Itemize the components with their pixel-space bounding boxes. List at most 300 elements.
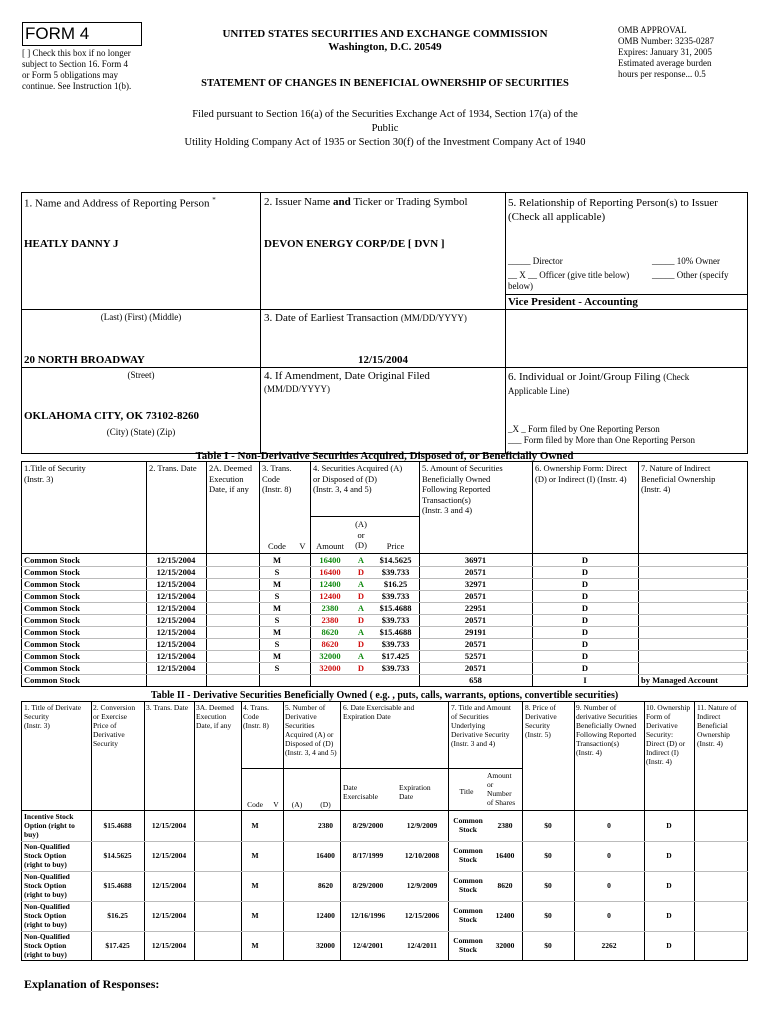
t1-amount-cell: 12400 [319,579,341,589]
t2-exer-line: Date [343,783,358,792]
t2-h7-line: Underlying [451,721,486,730]
city-state-zip: OKLAHOMA CITY, OK 73102-8260 [24,410,199,422]
t2-h9-line: 9. Number of [576,703,617,712]
t2-h10-line: Security: [646,730,674,739]
t1-aord-line: or [357,529,365,540]
row-line [21,590,748,591]
t1-date-cell: 12/15/2004 [156,663,196,673]
t2-code-cell: M [251,821,259,830]
t1-nature-cell: by Managed Account [641,675,718,685]
t2-form-cell: D [666,941,672,950]
t1-owned-cell: 29191 [464,627,487,637]
t2-owned-cell: 0 [607,881,611,890]
t1-title-cell: Common Stock [24,639,80,649]
t1-h4-line: or Disposed of (D) [313,473,377,484]
t2-amount-line: Amount [487,771,512,780]
t1-h6-line: 6. Ownership Form: Direct [535,463,628,473]
box2-label [264,196,468,208]
t2-h1-line: Security [24,712,49,721]
multiple-reporting-persons-option[interactable]: ___ Form filed by More than One Reporting Person [508,435,695,445]
t1-sub-v: V [299,541,306,551]
omb-line: Estimated average burden [618,58,712,68]
t1-ad-cell: A [357,627,365,637]
t2-exer-line: Exercisable [343,792,378,801]
t2-exercisable-cell: 8/17/1999 [352,851,384,860]
t2-h2-line: or Exercise [93,712,127,721]
t2-h10-line: Direct (D) or [646,739,686,748]
agency: UNITED STATES SECURITIES AND EXCHANGE COMMISSION [222,28,548,40]
t1-col-ownership-form [535,463,627,484]
box6-label-hint: (Check [663,372,690,382]
t2-trans-date-cell: 12/15/2004 [151,851,187,860]
officer-title: Vice President - Accounting [508,296,638,308]
table2-title: Table II - Derivative Securities Beneficially Owned ( e.g. , puts, calls, warrants, options, convertible securities) [150,690,619,701]
other-option[interactable]: _____ Other (specify [652,270,729,280]
t2-sub-amount [487,771,515,807]
t2-conversion-price-cell: $15.4688 [103,821,132,830]
t1-amount-cell: 16400 [319,567,341,577]
row-line [21,578,748,579]
box3-label-hint: (MM/DD/YYYY) [400,313,467,323]
t2-derivative-price-cell: $0 [544,911,552,920]
t1-price-cell: $16.25 [383,579,408,589]
col-line [522,701,523,961]
box6-label-line2: Applicable Line) [508,386,570,396]
t2-form-cell: D [666,851,672,860]
t1-form-cell: D [581,615,589,625]
row-line [21,553,748,554]
check-box-note-line: continue. See Instruction 1(b). [22,81,132,91]
t2-underlying-title-line: Common [453,816,483,825]
t1-price-cell: $39.733 [381,663,410,673]
t1-form-cell: D [581,639,589,649]
t2-h2-line: Security [93,739,118,748]
t2-exp-line: Expiration [399,783,431,792]
t2-sub-exercisable [343,783,378,801]
t2-form-cell: D [666,911,672,920]
row-line [21,901,748,902]
t2-h9-line: Beneficially Owned [576,721,637,730]
col-line [241,701,242,961]
street-hint: (Street) [127,370,155,380]
t1-date-cell: 12/15/2004 [156,615,196,625]
t1-amount-cell: 2380 [321,603,339,613]
filed-line: Utility Holding Company Act of 1935 or Section 30(f) of the Investment Company Act of 1940 [184,137,586,148]
t2-trans-date-cell: 12/15/2004 [151,941,187,950]
t1-form-cell: D [581,579,589,589]
t1-ad-cell: A [357,603,365,613]
t2-code-cell: M [251,851,259,860]
t2-title-cell [24,872,90,899]
t1-owned-cell: 52571 [464,651,487,661]
t1-form-cell: D [581,555,589,565]
t2-h4-line: Code [243,712,259,721]
row-line [310,516,419,517]
t2-title-line: Incentive Stock [24,812,74,821]
other-option-note: below) [508,281,533,291]
t2-code-cell: M [251,941,259,950]
t2-h2-line: 2. Conversion [93,703,136,712]
t1-h3-line: Code [262,473,280,484]
t1-amount-cell: 8620 [321,639,339,649]
ten-percent-owner-option[interactable]: _____ 10% Owner [652,256,720,266]
t1-h7-line: (Instr. 4) [641,484,671,494]
street-address: 20 NORTH BROADWAY [24,354,145,366]
t1-date-cell: 12/15/2004 [156,603,196,613]
t2-derivative-price-cell: $0 [544,941,552,950]
t2-title-line: Non-Qualified [24,872,70,881]
row-line [21,602,748,603]
t2-col-ownership-form [646,703,690,766]
filed-line: Public [371,123,399,134]
t2-h7-line: Derivative Security [451,730,510,739]
t2-h10-line: Form of [646,712,671,721]
t2-col-date-exercisable [343,703,414,721]
t2-underlying-title-line: Stock [459,825,477,834]
t2-h3a-line: Date, if any [196,721,232,730]
t2-sub-a: (A) [291,800,303,809]
box3-label [264,312,467,324]
t1-h2a-line: Date, if any [209,484,249,494]
t1-h5-line: Beneficially Owned [422,473,491,484]
t2-col-number-owned [576,703,637,757]
t1-aord-line: (D) [355,540,367,550]
col-line [144,701,145,961]
director-option[interactable]: _____ Director [508,256,563,266]
name-hint: (Last) (First) (Middle) [100,312,182,322]
col-line [283,701,284,961]
t1-amount-cell: 2380 [321,615,339,625]
t2-conversion-price-cell: $16.25 [107,911,128,920]
box5-label [508,196,748,224]
row-line [21,566,748,567]
t1-title-cell: Common Stock [24,627,80,637]
t2-code-cell: M [251,881,259,890]
filed-line: Filed pursuant to Section 16(a) of the Securities Exchange Act of 1934, Section 17(a) of the [192,109,578,120]
t1-form-cell: D [581,663,589,673]
t1-amount-cell: 12400 [319,591,341,601]
t1-ad-cell: D [357,615,365,625]
t2-underlying-title-line: Stock [459,855,477,864]
t2-owned-cell: 0 [607,851,611,860]
table1-title: Table I - Non-Derivative Securities Acquired, Disposed of, or Beneficially Owned [195,450,574,462]
t1-h3-line: (Instr. 8) [262,484,292,494]
t1-col-securities-acquired [313,463,402,495]
one-reporting-person-option[interactable]: _X _ Form filed by One Reporting Person [508,424,660,434]
t1-sub-price: Price [386,541,405,551]
t2-disposed-cell: 16400 [316,851,335,860]
t2-conversion-price-cell: $17.425 [105,941,130,950]
t1-ad-cell: A [357,555,365,565]
t1-owned-cell: 20571 [464,639,487,649]
t1-title-cell: Common Stock [24,651,80,661]
t1-h5-line: (Instr. 3 and 4) [422,505,473,515]
t2-col-nature-indirect [697,703,737,748]
city-hint: (City) (State) (Zip) [106,427,176,437]
t2-h7-line: 7. Title and Amount [451,703,512,712]
t2-col-title-amount [451,703,511,748]
t2-col-trans-code [243,703,269,730]
t1-amount-cell: 16400 [319,555,341,565]
t1-ad-cell: A [357,651,365,661]
t2-sub-expiration [399,783,431,801]
t2-trans-date-cell: 12/15/2004 [151,881,187,890]
t1-title-cell: Common Stock [24,555,80,565]
t2-h3-line: 3. Trans. Date [146,703,189,712]
t1-date-cell: 12/15/2004 [156,627,196,637]
t1-date-cell: 12/15/2004 [156,639,196,649]
t2-title-line: (right to buy) [24,920,67,929]
t1-price-cell: $15.4688 [379,603,412,613]
box2-label-and: and [333,196,351,208]
row-line [21,614,748,615]
row-line [241,768,522,769]
t1-code-cell: M [272,603,282,613]
omb-approval [618,25,758,80]
t2-derivative-price-cell: $0 [544,821,552,830]
t1-title-cell: Common Stock [24,567,80,577]
box4-label: 4. If Amendment, Date Original Filed [264,370,430,382]
t2-disposed-cell: 2380 [318,821,333,830]
explanation-heading: Explanation of Responses: [24,977,160,991]
box6-label-text: 6. Individual or Joint/Group Filing [508,371,661,383]
row-line [21,638,748,639]
t2-h6-line: Expiration Date [343,712,391,721]
col-line [644,701,645,961]
box2-label-a: 2. Issuer Name [264,196,334,208]
t1-date-cell: 12/15/2004 [156,579,196,589]
officer-option[interactable]: __ X __ Officer (give title below) [508,270,630,280]
t1-title-cell: Common Stock [24,663,80,673]
t1-h2-line: 2. Trans. Date [149,463,197,473]
agency-location: Washington, D.C. 20549 [328,41,442,53]
t1-aord-line: (A) [355,519,367,529]
box4-hint: (MM/DD/YYYY) [264,384,330,394]
t2-expiration-cell: 12/4/2011 [406,941,437,950]
col-line [694,701,695,961]
t2-expiration-cell: 12/9/2009 [406,881,438,890]
row-line [21,931,748,932]
earliest-transaction-date: 12/15/2004 [357,354,409,366]
omb-line: Expires: January 31, 2005 [618,47,712,57]
t1-price-cell: $39.733 [381,567,410,577]
check-box-note [22,48,162,92]
t2-owned-cell: 0 [607,821,611,830]
col-line [574,701,575,961]
col-line [91,701,92,961]
t2-h8-line: Security [525,721,550,730]
t2-trans-date-cell: 12/15/2004 [151,821,187,830]
t1-code-cell: S [274,663,280,673]
box5-label-line: 5. Relationship of Reporting Person(s) to Issuer [508,197,718,209]
t2-col-title-derivative [24,703,81,730]
t2-underlying-title-line: Common [453,936,483,945]
omb-line: OMB Number: 3235-0287 [618,36,714,46]
row-line [21,662,748,663]
t2-underlying-title-cell [448,816,488,834]
t1-price-cell: $14.5625 [379,555,412,565]
t1-date-cell: 12/15/2004 [156,567,196,577]
t2-title-cell [24,902,90,929]
t2-h5-line: Acquired (A) or [285,730,334,739]
t2-underlying-title-line: Common [453,846,483,855]
omb-line: OMB APPROVAL [618,25,687,35]
row-line [21,674,748,675]
row-line [21,626,748,627]
t1-h5-line: Transaction(s) [422,494,471,505]
t2-underlying-title-cell [448,906,488,924]
t1-code-cell: M [272,627,282,637]
row-line [21,871,748,872]
box5-label-line: (Check all applicable) [508,211,606,223]
t1-form-cell: D [581,591,589,601]
row-line [21,841,748,842]
t1-form-cell: D [581,567,589,577]
t1-h2a-line: 2A. Deemed [209,463,252,473]
t2-underlying-title-cell [448,876,488,894]
t1-h1-line: 1.Title of Security [24,463,86,473]
t2-h10-line: (Instr. 4) [646,757,672,766]
t1-h4-line: (Instr. 3, 4 and 5) [313,484,372,494]
t1-title-cell: Common Stock [24,603,80,613]
t2-title-line: (right to buy) [24,860,67,869]
t1-sub-amount: Amount [316,541,344,551]
filed-pursuant [120,108,650,150]
t2-title-line: Non-Qualified [24,842,70,851]
row-line [21,810,748,811]
t1-form-cell: I [583,675,587,685]
t1-ad-cell: D [357,591,365,601]
t2-h8-line: (Instr. 5) [525,730,551,739]
t2-h5-line: Disposed of (D) [285,739,334,748]
t2-h8-line: 8. Price of [525,703,557,712]
issuer-name: DEVON ENERGY CORP/DE [ DVN ] [264,238,445,250]
t1-owned-cell: 20571 [464,615,487,625]
t1-code-cell: S [274,639,280,649]
check-box-note-line: [ ] Check this box if no longer [22,48,131,58]
t2-sub-v: V [273,800,279,809]
t1-date-cell: 12/15/2004 [156,591,196,601]
t2-h4-line: 4. Trans. [243,703,270,712]
t2-h3a-line: 3A. Deemed [196,703,234,712]
t2-h11-line: Beneficial [697,721,728,730]
t1-owned-cell: 658 [469,675,482,685]
t2-h1-line: 1. Title of Derivate [24,703,82,712]
t1-h5-line: 5. Amount of Securities [422,463,503,473]
t2-underlying-amount-cell: 2380 [497,821,513,830]
t1-title-cell: Common Stock [24,675,80,685]
col-line [340,701,341,961]
t2-underlying-title-line: Stock [459,885,477,894]
t2-title-cell [24,812,90,839]
t1-owned-cell: 20571 [464,591,487,601]
t2-exp-line: Date [399,792,414,801]
t1-owned-cell: 36971 [464,555,487,565]
t2-h5-line: 5. Number of [285,703,326,712]
t2-sub-title: Title [459,787,474,796]
t2-title-line: (right to buy) [24,890,67,899]
t1-form-cell: D [581,651,589,661]
t2-h3a-line: Execution [196,712,227,721]
t1-code-cell: S [274,615,280,625]
t2-disposed-cell: 8620 [318,881,333,890]
t1-ad-cell: D [357,639,365,649]
t2-underlying-title-line: Common [453,906,483,915]
t2-h5-line: Securities [285,721,315,730]
t2-col-number-derivative [285,703,337,757]
t2-title-line: Stock Option [24,911,67,920]
t2-underlying-title-cell [448,846,488,864]
t1-ad-cell: D [357,567,365,577]
t1-ad-cell: D [357,663,365,673]
t1-price-cell: $15.4688 [379,627,412,637]
t2-h10-line: Indirect (I) [646,748,679,757]
t2-owned-cell: 0 [607,911,611,920]
t2-h4-line: (Instr. 8) [243,721,269,730]
t1-date-cell: 12/15/2004 [156,555,196,565]
t2-title-line: Non-Qualified [24,902,70,911]
t2-title-line: Non-Qualified [24,932,70,941]
t1-col-trans-code [262,463,292,495]
t2-underlying-amount-cell: 32000 [495,941,515,950]
box1-label-mark: * [212,196,216,204]
t1-owned-cell: 20571 [464,567,487,577]
t2-col-conversion-price [93,703,135,748]
t2-col-deemed-date [196,703,234,730]
t2-form-cell: D [666,821,672,830]
t2-underlying-title-line: Stock [459,945,477,954]
t2-h11-line: Ownership [697,730,730,739]
t2-h9-line: Following Reported [576,730,637,739]
t2-h5-line: (Instr. 3, 4 and 5) [285,748,337,757]
t1-h3-line: 3. Trans. [262,463,292,473]
t1-h7-line: 7. Nature of Indirect [641,463,711,473]
omb-line: hours per response... 0.5 [618,69,706,79]
t2-derivative-price-cell: $0 [544,851,552,860]
divider [21,367,261,368]
t1-owned-cell: 20571 [464,663,487,673]
t1-col-trans-date [149,463,197,474]
t1-amount-cell: 8620 [321,627,339,637]
t1-amount-cell: 32000 [319,663,341,673]
t2-h11-line: Indirect [697,712,721,721]
check-box-note-line: or Form 5 obligations may [22,70,118,80]
col-line [194,701,195,961]
t2-h10-line: 10. Ownership [646,703,691,712]
t2-underlying-title-line: Stock [459,915,477,924]
t2-h5-line: Derivative [285,712,317,721]
t1-owned-cell: 22951 [464,603,487,613]
t2-underlying-amount-cell: 16400 [495,851,515,860]
statement-title: STATEMENT OF CHANGES IN BENEFICIAL OWNERSHIP OF SECURITIES [201,78,569,89]
t1-ad-cell: A [357,579,365,589]
t1-h1-line: (Instr. 3) [24,473,54,484]
box6-label [508,370,748,398]
t2-code-cell: M [251,911,259,920]
t2-disposed-cell: 12400 [316,911,335,920]
t1-col-title-security [24,463,86,484]
t2-exercisable-cell: 8/29/2000 [352,821,384,830]
t2-conversion-price-cell: $14.5625 [103,851,132,860]
box-issuer [260,192,506,310]
t1-owned-cell: 32971 [464,579,487,589]
check-box-note-line: subject to Section 16. Form 4 [22,59,128,69]
t2-h7-line: (Instr. 3 and 4) [451,739,496,748]
divider [21,309,261,310]
t1-code-cell: M [272,555,282,565]
divider [505,294,748,295]
t1-col-amount-owned [422,463,503,516]
